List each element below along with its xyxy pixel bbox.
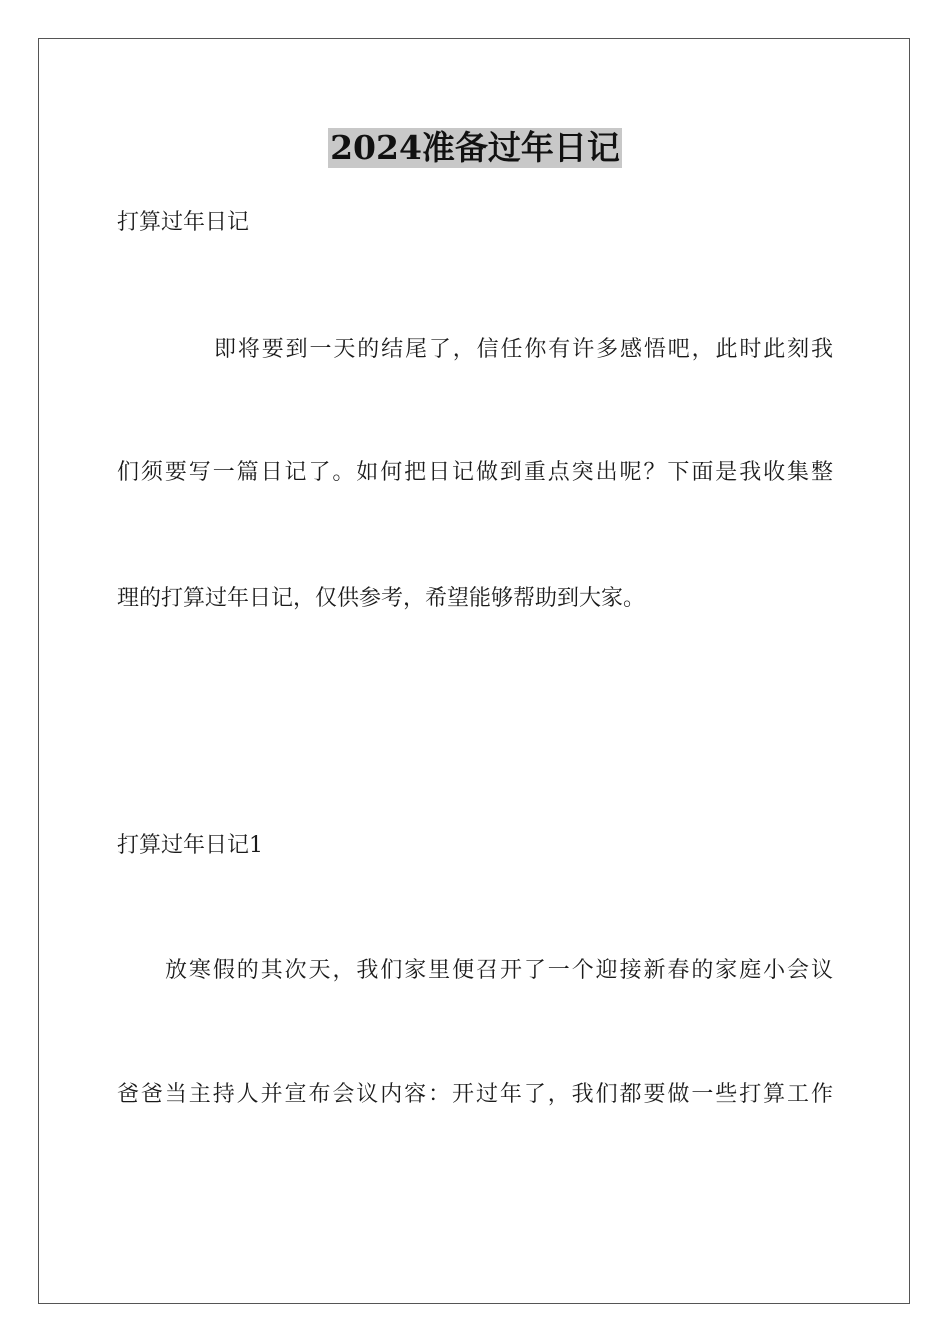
intro-line-3: 理的打算过年日记，仅供参考，希望能够帮助到大家。: [117, 586, 646, 611]
intro-line-2: 们须要写一篇日记了。如何把日记做到重点突出呢？下面是我收集整: [117, 460, 833, 485]
body-line-2: 爸爸当主持人并宣布会议内容：开过年了，我们都要做一些打算工作: [117, 1082, 833, 1107]
intro-line-1: 即将要到一天的结尾了，信任你有许多感悟吧，此时此刻我: [214, 337, 833, 362]
section-heading: 打算过年日记1: [117, 833, 263, 858]
document-title: 2024准备过年日记: [330, 128, 620, 167]
document-subtitle: 打算过年日记: [117, 210, 250, 235]
body-line-1: 放寒假的其次天，我们家里便召开了一个迎接新春的家庭小会议: [165, 958, 833, 983]
title-container: [0, 128, 950, 168]
